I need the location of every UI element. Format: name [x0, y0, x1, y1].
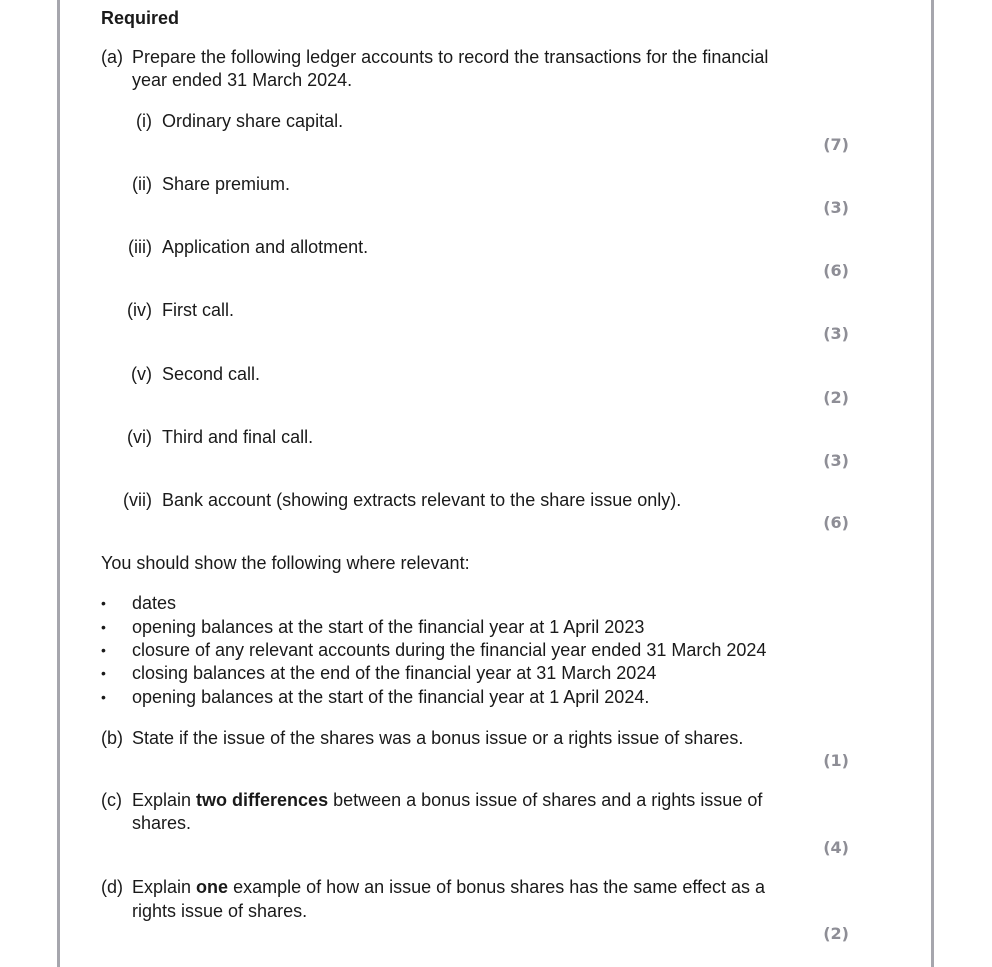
sub-item-mark: (3)	[823, 324, 849, 343]
part-a-text-2: year ended 31 March 2024.	[132, 70, 353, 90]
part-c-mark: (4)	[823, 838, 849, 857]
part-d-pre: Explain	[132, 877, 197, 897]
bullet-icon: •	[101, 619, 106, 635]
sub-item-text: First call.	[162, 300, 234, 320]
sub-item-mark: (2)	[823, 388, 849, 407]
bullet-item: closure of any relevant accounts during the financial year ended 31 March 2024	[132, 640, 767, 660]
part-d-text	[132, 876, 765, 898]
part-d-post: example of how an issue of bonus shares has the same effect as a	[228, 877, 766, 897]
sub-item-mark: (7)	[823, 135, 849, 154]
sub-item-label: (iv)	[127, 300, 152, 320]
sub-item-text: Second call.	[162, 364, 261, 384]
part-d-mark: (2)	[823, 924, 849, 943]
bullet-icon: •	[101, 642, 106, 658]
part-d-label: (d)	[101, 877, 123, 897]
bullet-icon: •	[101, 689, 106, 705]
part-c-label: (c)	[101, 790, 122, 810]
sub-item-label: (vi)	[127, 427, 152, 447]
part-a-text: Prepare the following ledger accounts to record the transactions for the financial	[132, 47, 769, 67]
sub-item-label: (vii)	[123, 490, 152, 510]
part-a-label: (a)	[101, 47, 123, 67]
part-b-text: State if the issue of the shares was a bonus issue or a rights issue of shares.	[132, 728, 744, 748]
bullet-item: opening balances at the start of the financial year at 1 April 2024.	[132, 687, 650, 707]
sub-item-label: (ii)	[132, 174, 152, 194]
sub-item-text: Ordinary share capital.	[162, 111, 344, 131]
part-c-bold: two differences	[196, 790, 329, 810]
part-b-label: (b)	[101, 728, 123, 748]
part-d-text-2: rights issue of shares.	[132, 901, 308, 921]
part-c-post: between a bonus issue of shares and a rights issue of	[328, 790, 763, 810]
sub-item-mark: (3)	[823, 198, 849, 217]
bullet-icon: •	[101, 595, 106, 611]
sub-item-text: Third and final call.	[162, 427, 314, 447]
show-intro: You should show the following where relevant:	[101, 553, 470, 573]
sub-item-text: Application and allotment.	[162, 237, 369, 257]
part-c-text-2: shares.	[132, 813, 192, 833]
sub-item-label: (i)	[136, 111, 152, 131]
part-c-text	[132, 789, 762, 811]
sub-item-mark: (6)	[823, 261, 849, 280]
sub-item-text: Bank account (showing extracts relevant to the share issue only).	[162, 490, 682, 510]
page-border-left	[57, 0, 60, 967]
part-b-mark: (1)	[823, 751, 849, 770]
sub-item-mark: (6)	[823, 513, 849, 532]
required-heading: Required	[101, 8, 180, 28]
sub-item-label: (v)	[131, 364, 152, 384]
part-d-bold: one	[196, 877, 229, 897]
sub-item-label: (iii)	[128, 237, 152, 257]
page-border-right	[931, 0, 934, 967]
sub-item-mark: (3)	[823, 451, 849, 470]
sub-item-text: Share premium.	[162, 174, 291, 194]
bullet-icon: •	[101, 665, 106, 681]
bullet-item: opening balances at the start of the financial year at 1 April 2023	[132, 617, 645, 637]
part-c-pre: Explain	[132, 790, 197, 810]
bullet-item: closing balances at the end of the financial year at 31 March 2024	[132, 663, 657, 683]
bullet-item: dates	[132, 593, 177, 613]
